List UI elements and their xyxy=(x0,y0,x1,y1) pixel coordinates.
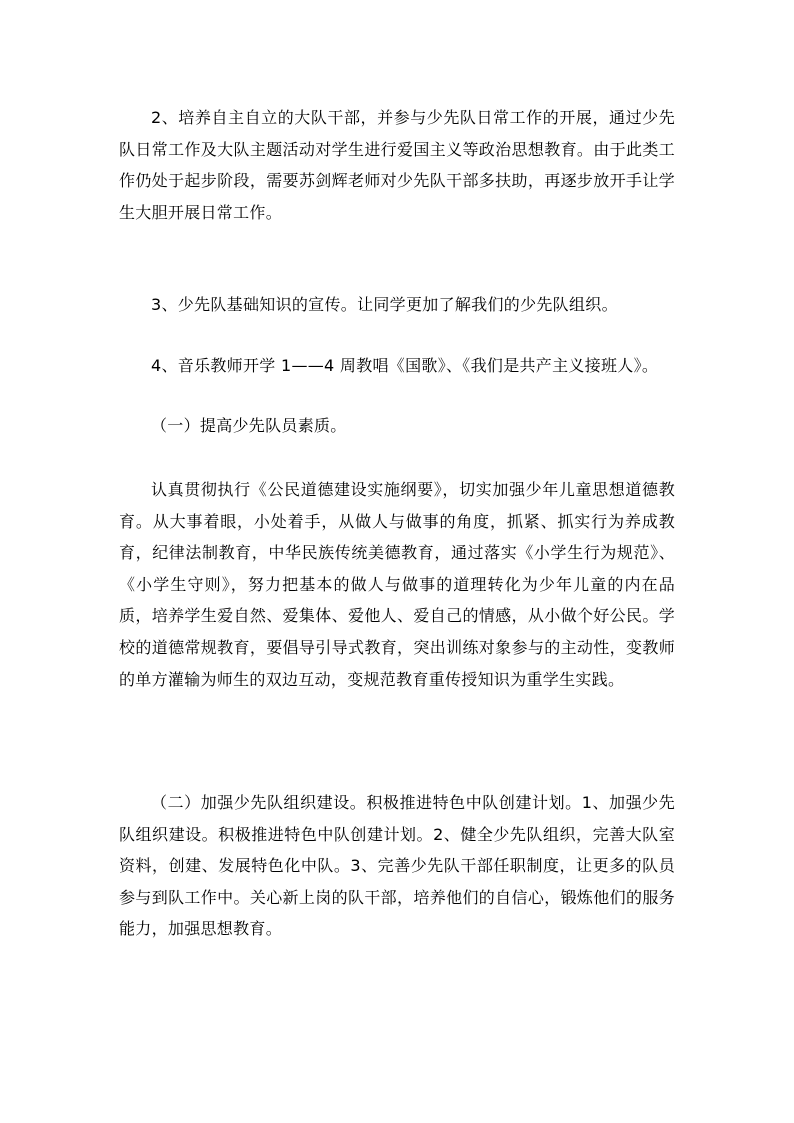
paragraph-knowledge-promotion: 3、少先队基础知识的宣传。让同学更加了解我们的少先队组织。 xyxy=(151,295,618,314)
paragraph-moral-education: 认真贯彻执行《公民道德建设实施纲要》，切实加强少年儿童思想道德教育。从大事着眼，小处着手，从做人与做事的角度，抓紧、抓实行为养成教育，纪律法制教育，中华民族传统美德教育，通过落实《小学生行为规范》、《小学生守则》，努力把基本的做人与做事的道理转化为少年儿童的内在品质，培养学生爱自然、爱集体、爱他人、爱自己的情感，从小做个好公民。学校的道德常规教育，要倡导引导式教育，突出训练对象参与的主动性，变教师的单方灌输为师生的双边互动，变规范教育重传授知识为重学生实践。 xyxy=(119,480,675,689)
paragraph-music-songs: 4、音乐教师开学 1——4 周教唱《国歌》、《我们是共产主义接班人》。 xyxy=(151,356,659,375)
paragraph-organization-building: （二）加强少先队组织建设。积极推进特色中队创建计划。1、加强少先队组织建设。积极推进特色中队创建计划。2、健全少先队组织，完善大队室资料，创建、发展特色化中队。3、完善少先队干部任职制度，让更多的队员参与到队工作中。关心新上岗的队干部，培养他们的自信心，锻炼他们的服务能力，加强思想教育。 xyxy=(119,793,675,939)
paragraph-cadre-training: 2、培养自主自立的大队干部，并参与少先队日常工作的开展，通过少先队日常工作及大队主题活动对学生进行爱国主义等政治思想教育。由于此类工作仍处于起步阶段，需要苏剑辉老师对少先队干部多扶助，再逐步放开手让学生大胆开展日常工作。 xyxy=(119,108,675,222)
section-heading-one: （一）提高少先队员素质。 xyxy=(151,416,347,435)
